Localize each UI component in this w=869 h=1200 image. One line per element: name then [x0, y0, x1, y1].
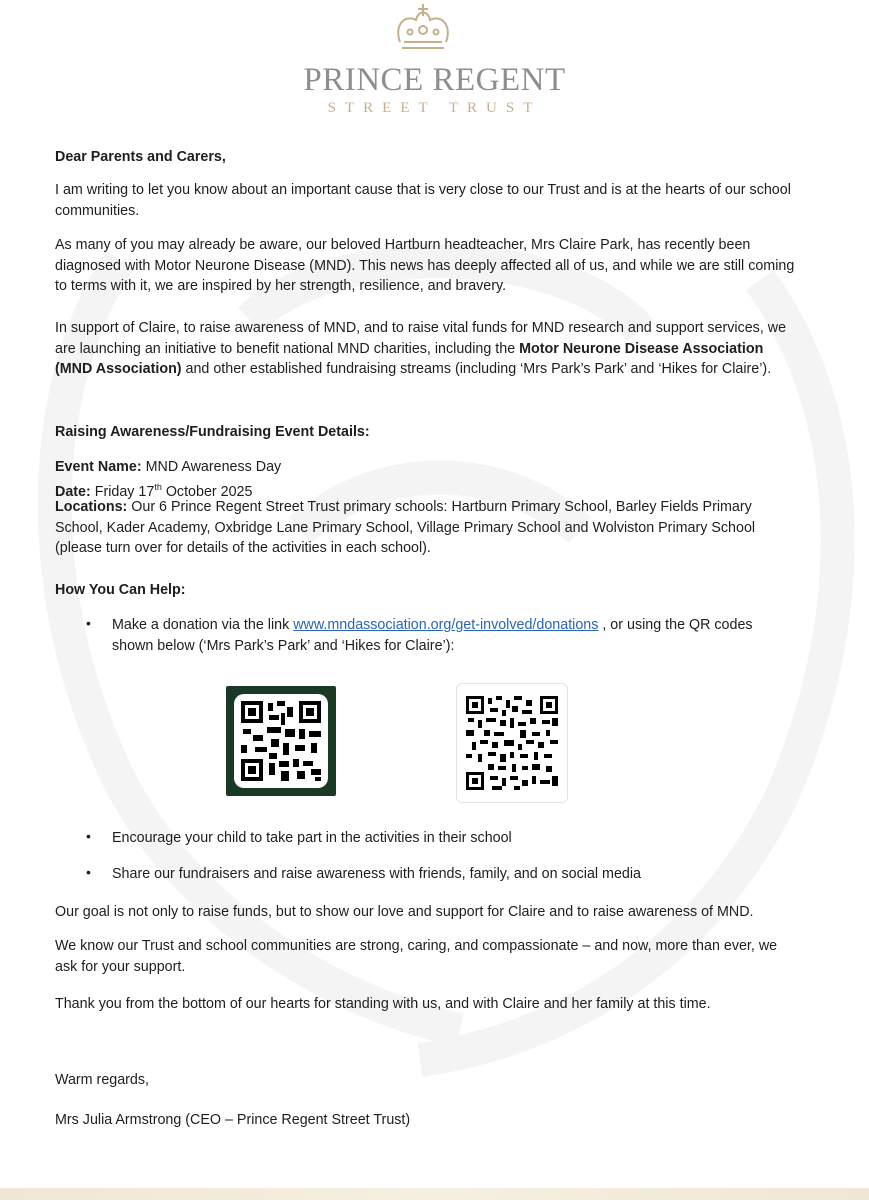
paragraph-support: We know our Trust and school communities are strong, caring, and compassionate – and now, more than ever, we ask for your support.: [55, 938, 778, 975]
signoff: Warm regards,: [55, 1072, 150, 1088]
event-name: Event Name: MND Awareness Day: [55, 459, 282, 475]
signature: Mrs Julia Armstrong (CEO – Prince Regent Street Trust): [55, 1112, 411, 1128]
paragraph-intro: I am writing to let you know about an important cause that is very close to our Trust and is at the hearts of our school communities.: [55, 182, 791, 219]
greeting: Dear Parents and Carers,: [55, 149, 226, 165]
qr-code-mrs-parks-park[interactable]: [226, 686, 336, 796]
donation-link[interactable]: www.mndassociation.org/get-involved/donations: [293, 617, 599, 633]
logo-wordmark: PRINCE REGENT: [303, 62, 566, 98]
bullet-share: Share our fundraisers and raise awareness with friends, family, and on social media: [112, 866, 641, 882]
bullet-marker: •: [86, 615, 91, 631]
bullet-marker: •: [86, 828, 91, 844]
logo-subtitle: STREET TRUST: [327, 100, 542, 116]
event-details-heading: Raising Awareness/Fundraising Event Details:: [55, 424, 370, 440]
paragraph-initiative: In support of Claire, to raise awareness of MND, and to raise vital funds for MND research and support services, we are launching an initiative to benefit national MND charities, including the Motor Neurone Disease Association (MND Association) and other established fundraising streams (including ‘Mrs Park’s Park’ and ‘Hikes for Claire’).: [55, 320, 787, 377]
paragraph-thanks: Thank you from the bottom of our hearts for standing with us, and with Claire and her family at this time.: [55, 996, 711, 1012]
help-heading: How You Can Help:: [55, 582, 186, 598]
crown-icon: [388, 2, 458, 60]
event-date: Date: Friday 17th October 2025: [55, 482, 253, 500]
qr-code-icon: [466, 696, 558, 790]
bullet-marker: •: [86, 864, 91, 880]
footer-border: [0, 1188, 869, 1200]
bullet-encourage: Encourage your child to take part in the activities in their school: [112, 830, 512, 846]
paragraph-diagnosis: As many of you may already be aware, our beloved Hartburn headteacher, Mrs Claire Park, has recently been diagnosed with Motor Neurone Disease (MND). This news has deeply affected all of us, and while we are still coming to terms with it, we are inspired by her strength, resilience, and bravery.: [55, 237, 795, 294]
qr-code-icon: [241, 701, 321, 781]
bullet-donate: Make a donation via the link www.mndassociation.org/get-involved/donations , or using the QR codes shown below (‘Mrs Park’s Park’ and ‘Hikes for Claire’):: [112, 617, 753, 654]
event-locations: Locations: Our 6 Prince Regent Street Trust primary schools: Hartburn Primary School, Barley Fields Primary School, Kader Academy, Oxbridge Lane Primary School, Village Primary School and Wolviston Primary School (please turn over for details of the activities in each school).: [55, 499, 756, 556]
qr-code-hikes-for-claire[interactable]: [456, 683, 568, 803]
paragraph-goal: Our goal is not only to raise funds, but to show our love and support for Claire and to raise awareness of MND.: [55, 904, 754, 920]
